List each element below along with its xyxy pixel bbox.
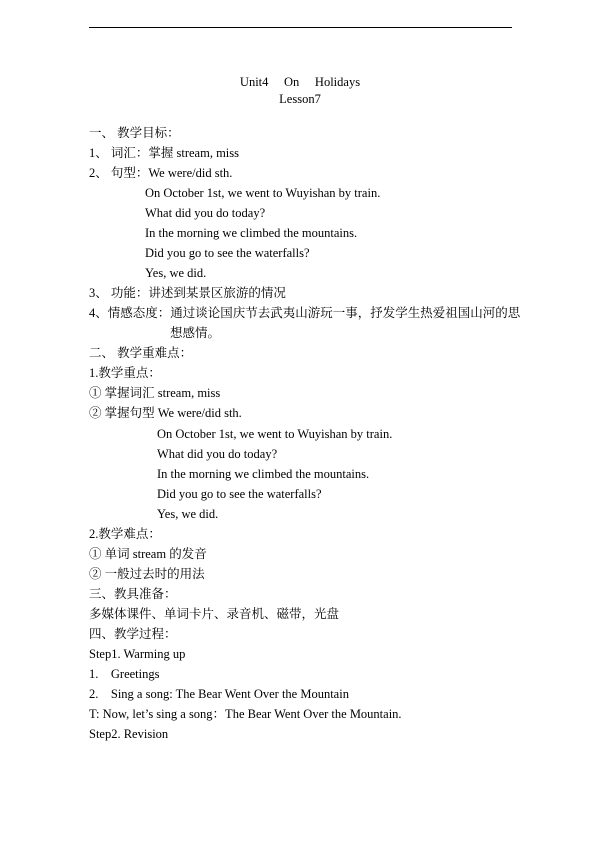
lesson-title: Lesson7 <box>279 92 321 106</box>
objective-sentence-pattern: 2、 句型：We were/did sth. <box>89 166 233 180</box>
objective-function: 3、 功能：讲述到某景区旅游的情况 <box>89 286 286 300</box>
example-sentence: What did you do today? <box>157 447 278 461</box>
example-sentence: Did you go to see the waterfalls? <box>145 246 310 260</box>
example-sentence: Did you go to see the waterfalls? <box>157 487 322 501</box>
difficulty-past-tense: ② 一般过去时的用法 <box>89 567 205 581</box>
key-point-sentence-pattern: ② 掌握句型 We were/did sth. <box>89 406 242 420</box>
key-points-subheading: 1.教学重点： <box>89 366 161 380</box>
unit-title: Unit4 On Holidays <box>239 75 361 89</box>
step-item-song: 2. Sing a song: The Bear Went Over the Mountain <box>89 687 349 701</box>
example-sentence: In the morning we climbed the mountains. <box>145 226 358 240</box>
example-sentence: On October 1st, we went to Wuyishan by train. <box>157 427 393 441</box>
section-key-points-heading: 二、 教学重难点： <box>89 346 193 360</box>
example-sentence: On October 1st, we went to Wuyishan by train. <box>145 186 381 200</box>
example-sentence: In the morning we climbed the mountains. <box>157 467 370 481</box>
materials-list: 多媒体课件、单词卡片、录音机、磁带，光盘 <box>89 607 340 621</box>
example-sentence: Yes, we did. <box>145 266 207 280</box>
objective-attitude: 4、情感态度：通过谈论国庆节去武夷山游玩一事，抒发学生热爱祖国山河的思 <box>89 306 521 320</box>
step-revision: Step2. Revision <box>89 727 169 741</box>
section-objectives-heading: 一、 教学目标： <box>89 126 180 140</box>
objective-vocabulary: 1、 词汇：掌握 stream, miss <box>89 146 239 160</box>
step-item-greetings: 1. Greetings <box>89 667 160 681</box>
section-procedure-heading: 四、教学过程： <box>89 627 177 641</box>
key-point-vocabulary: ① 掌握词汇 stream, miss <box>89 386 221 400</box>
example-sentence: What did you do today? <box>145 206 266 220</box>
section-materials-heading: 三、教具准备： <box>89 587 177 601</box>
teacher-line: T: Now, let’s sing a song：The Bear Went Over the Mountain. <box>89 707 402 721</box>
difficulty-pronunciation: ① 单词 stream 的发音 <box>89 547 207 561</box>
example-sentence: Yes, we did. <box>157 507 219 521</box>
objective-attitude-continued: 想感情。 <box>170 326 221 340</box>
difficulties-subheading: 2.教学难点： <box>89 527 161 541</box>
header-rule <box>89 27 512 28</box>
step-warming-up: Step1. Warming up <box>89 647 186 661</box>
